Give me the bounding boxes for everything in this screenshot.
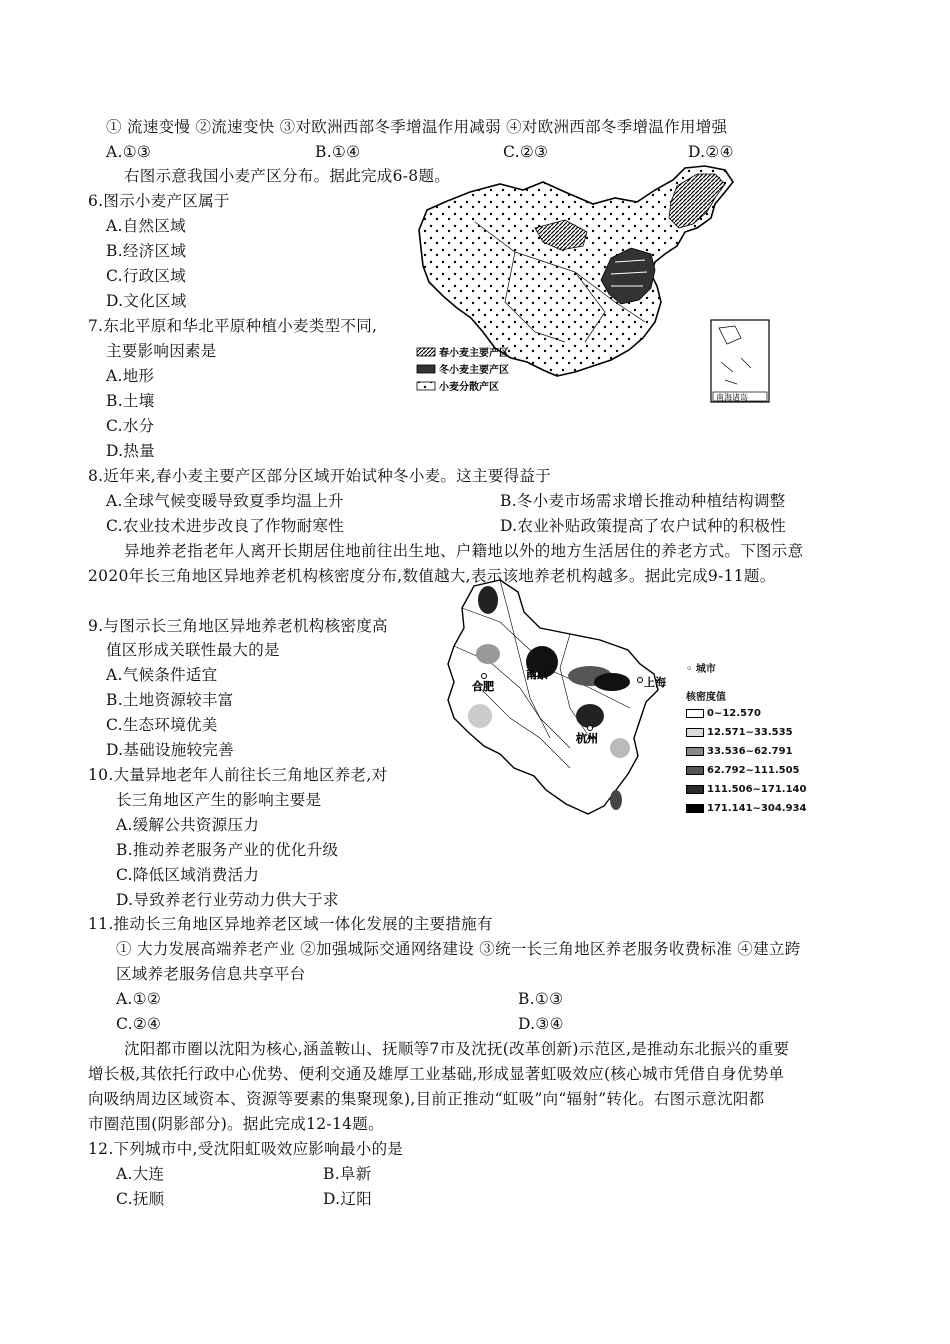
wheat-intro: 右图示意我国小麦产区分布。据此完成6-8题。: [124, 167, 451, 185]
q11-option-c[interactable]: C.②④: [116, 1015, 162, 1033]
q12-stem: 12.下列城市中,受沈阳虹吸效应影响最小的是: [88, 1140, 404, 1158]
q10-option-c[interactable]: C.降低区域消费活力: [116, 866, 260, 884]
shenyang-intro-line3: 向吸纳周边区域资本、资源等要素的集聚现象),目前正推动“虹吸”向“辐射”转化。右图示意沈阳都: [88, 1090, 765, 1108]
q10-option-a[interactable]: A.缓解公共资源压力: [116, 816, 260, 834]
legend-city: ◦ 城市: [686, 664, 716, 675]
legend-winter-wheat: 冬小麦主要产区: [439, 365, 509, 376]
shenyang-intro-line1: 沈阳都市圈以沈阳为核心,涵盖鞍山、抚顺等7市及沈抚(改革创新)示范区,是推动东北振兴的重要: [124, 1040, 790, 1058]
q12-option-c[interactable]: C.抚顺: [116, 1190, 165, 1208]
q9-option-b[interactable]: B.土地资源较丰富: [106, 691, 234, 709]
q9-stem-line2: 值区形成关联性最大的是: [106, 641, 280, 659]
q6-stem: 6.图示小麦产区属于: [88, 192, 230, 210]
q6-option-a[interactable]: A.自然区域: [106, 217, 186, 235]
elderly-intro-line2: 2020年长三角地区异地养老机构核密度分布,数值越大,表示该地养老机构越多。据此完成9-11题。: [88, 567, 776, 585]
q5-option-d[interactable]: D.②④: [688, 143, 734, 161]
q12-option-b[interactable]: B.阜新: [323, 1165, 372, 1183]
q7-stem-line2: 主要影响因素是: [106, 342, 217, 360]
city-hangzhou: 杭州: [576, 732, 598, 745]
q6-option-b[interactable]: B.经济区域: [106, 242, 187, 260]
china-wheat-map-graphic: [415, 162, 775, 407]
q5-statements: ① 流速变慢 ②流速变快 ③对欧洲西部冬季增温作用减弱 ④对欧洲西部冬季增温作用增强: [106, 118, 728, 136]
legend-density-3: 33.536~62.791: [686, 746, 793, 757]
q10-option-b[interactable]: B.推动养老服务产业的优化升级: [116, 841, 339, 859]
legend-density-2: 12.571~33.535: [686, 727, 793, 738]
q9-option-c[interactable]: C.生态环境优美: [106, 716, 218, 734]
city-shanghai: 上海: [644, 676, 666, 689]
q8-option-a[interactable]: A.全球气候变暖导致夏季均温上升: [106, 492, 344, 510]
q9-stem-line1: 9.与图示长三角地区异地养老机构核密度高: [88, 617, 388, 635]
q5-option-a[interactable]: A.①③: [106, 143, 152, 161]
legend-density-4: 62.792~111.505: [686, 765, 800, 776]
q8-option-b[interactable]: B.冬小麦市场需求增长推动种植结构调整: [500, 492, 786, 510]
q9-option-d[interactable]: D.基础设施较完善: [106, 741, 235, 759]
q8-stem: 8.近年来,春小麦主要产区部分区域开始试种冬小麦。这主要得益于: [88, 467, 552, 485]
china-wheat-map: [415, 162, 775, 407]
legend-spring-wheat: 春小麦主要产区: [439, 348, 509, 359]
q9-option-a[interactable]: A.气候条件适宜: [106, 666, 218, 684]
q12-option-d[interactable]: D.辽阳: [323, 1190, 373, 1208]
city-dot-icon: ◦: [686, 664, 696, 675]
q7-stem-line1: 7.东北平原和华北平原种植小麦类型不同,: [88, 317, 378, 335]
q5-option-c[interactable]: C.②③: [503, 143, 549, 161]
elderly-intro-line1: 异地养老指老年人离开长期居住地前往出生地、户籍地以外的地方生活居住的养老方式。下图示意: [124, 542, 804, 560]
q7-option-a[interactable]: A.地形: [106, 367, 155, 385]
q10-option-d[interactable]: D.导致养老行业劳动力供大于求: [116, 891, 339, 909]
q10-stem-line2: 长三角地区产生的影响主要是: [116, 791, 322, 809]
legend-density-1: 0~12.570: [686, 708, 761, 719]
q10-stem-line1: 10.大量异地老年人前往长三角地区养老,对: [88, 766, 388, 784]
legend-density-6: 171.141~304.934: [686, 803, 806, 814]
q11-option-b[interactable]: B.①③: [518, 990, 564, 1008]
q7-option-d[interactable]: D.热量: [106, 442, 156, 460]
inset-label: 南海诸岛: [716, 393, 748, 402]
q11-statements-line2: 区域养老服务信息共享平台: [116, 965, 306, 983]
city-nanjing: 南京: [526, 668, 548, 681]
legend-density-5: 111.506~171.140: [686, 784, 806, 795]
q12-option-a[interactable]: A.大连: [116, 1165, 165, 1183]
q11-stem: 11.推动长三角地区异地养老区域一体化发展的主要措施有: [88, 915, 493, 933]
shenyang-intro-line4: 市圈范围(阴影部分)。据此完成12-14题。: [88, 1115, 384, 1133]
q6-option-c[interactable]: C.行政区域: [106, 267, 187, 285]
q5-option-b[interactable]: B.①④: [315, 143, 361, 161]
q7-option-c[interactable]: C.水分: [106, 417, 155, 435]
city-hefei: 合肥: [472, 680, 494, 693]
q11-option-d[interactable]: D.③④: [518, 1015, 564, 1033]
shenyang-intro-line2: 增长极,其依托行政中心优势、便利交通及雄厚工业基础,形成显著虹吸效应(核心城市凭借自身优势单: [88, 1065, 785, 1083]
yrd-density-map-graphic: [440, 578, 685, 818]
q11-statements-line1: ① 大力发展高端养老产业 ②加强城际交通网络建设 ③统一长三角地区养老服务收费标准 ④建立跨: [116, 940, 801, 958]
q8-option-d[interactable]: D.农业补贴政策提高了农户试种的积极性: [500, 517, 787, 535]
q7-option-b[interactable]: B.土壤: [106, 392, 155, 410]
q11-option-a[interactable]: A.①②: [116, 990, 162, 1008]
yrd-density-map: [440, 578, 685, 818]
q8-option-c[interactable]: C.农业技术进步改良了作物耐寒性: [106, 517, 345, 535]
legend-title: 核密度值: [686, 692, 726, 703]
q6-option-d[interactable]: D.文化区域: [106, 292, 187, 310]
legend-scattered-wheat: 小麦分散产区: [439, 382, 499, 393]
